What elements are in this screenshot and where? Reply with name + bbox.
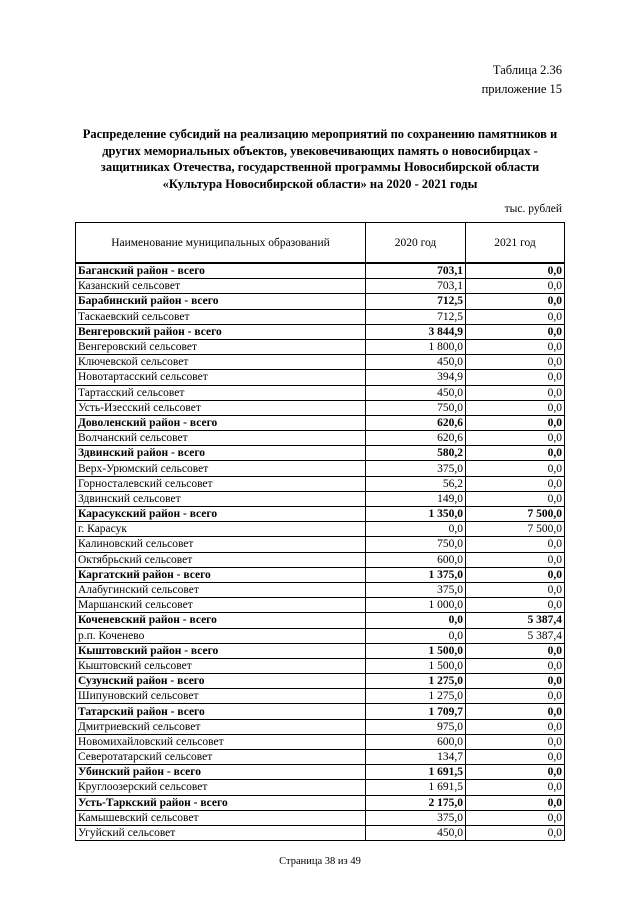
settlement-row	[76, 400, 565, 415]
cell-2020: 1 691,5	[366, 765, 466, 780]
cell-2020: 134,7	[366, 750, 466, 765]
cell-2020: 1 500,0	[366, 658, 466, 673]
cell-2020: 620,6	[366, 415, 466, 430]
settlement-row	[76, 628, 565, 643]
cell-name: Усть-Изесский сельсовет	[76, 400, 366, 415]
cell-2021: 0,0	[466, 339, 565, 354]
cell-2020: 712,5	[366, 294, 466, 309]
district-total-row	[76, 294, 565, 309]
cell-2020: 1 691,5	[366, 780, 466, 795]
cell-name: Угуйский сельсовет	[76, 825, 366, 840]
cell-name: Кыштовский район - всего	[76, 643, 366, 658]
cell-2020: 1 375,0	[366, 567, 466, 582]
settlement-row	[76, 582, 565, 597]
cell-2021: 0,0	[466, 309, 565, 324]
table-number-label: Таблица 2.36	[492, 63, 562, 77]
cell-name: Венгеровский сельсовет	[76, 339, 366, 354]
cell-2021: 0,0	[466, 476, 565, 491]
district-total-row	[76, 613, 565, 628]
subsidy-table	[75, 222, 565, 841]
cell-2020: 1 275,0	[366, 689, 466, 704]
cell-2021: 0,0	[466, 491, 565, 506]
cell-2021: 0,0	[466, 734, 565, 749]
cell-2021: 0,0	[466, 385, 565, 400]
cell-2020: 375,0	[366, 461, 466, 476]
settlement-row	[76, 461, 565, 476]
cell-name: Октябрьский сельсовет	[76, 552, 366, 567]
cell-2021: 0,0	[466, 658, 565, 673]
appendix-label: приложение 15	[481, 82, 562, 96]
cell-2021: 0,0	[466, 765, 565, 780]
district-total-row	[76, 704, 565, 719]
document-title	[70, 126, 570, 192]
cell-name: Барабинский район - всего	[76, 294, 366, 309]
settlement-row	[76, 522, 565, 537]
column-header-name: Наименование муниципальных образований	[76, 223, 366, 264]
title-line: Распределение субсидий на реализацию мероприятий по сохранению памятников и	[82, 127, 558, 141]
district-total-row	[76, 643, 565, 658]
cell-2020: 450,0	[366, 355, 466, 370]
title-line: «Культура Новосибирской области» на 2020 - 2021 годы	[162, 176, 478, 191]
page-number: Страница 38 из 49	[279, 856, 361, 867]
cell-2021: 0,0	[466, 825, 565, 840]
district-total-row	[76, 795, 565, 810]
cell-2020: 750,0	[366, 400, 466, 415]
cell-name: Кыштовский сельсовет	[76, 658, 366, 673]
cell-2020: 375,0	[366, 582, 466, 597]
cell-name: Карасукский район - всего	[76, 507, 366, 522]
cell-name: Казанский сельсовет	[76, 279, 366, 294]
settlement-row	[76, 719, 565, 734]
cell-name: Коченевский район - всего	[76, 613, 366, 628]
cell-2021: 0,0	[466, 355, 565, 370]
cell-name: Усть-Таркский район - всего	[76, 795, 366, 810]
cell-2021: 0,0	[466, 750, 565, 765]
cell-2020: 600,0	[366, 734, 466, 749]
district-total-row	[76, 415, 565, 430]
cell-name: Татарский район - всего	[76, 704, 366, 719]
cell-2021: 7 500,0	[466, 507, 565, 522]
cell-name: Каргатский район - всего	[76, 567, 366, 582]
cell-2020: 450,0	[366, 825, 466, 840]
cell-2020: 394,9	[366, 370, 466, 385]
settlement-row	[76, 537, 565, 552]
cell-2021: 5 387,4	[466, 613, 565, 628]
cell-2020: 56,2	[366, 476, 466, 491]
settlement-row	[76, 309, 565, 324]
cell-2021: 0,0	[466, 324, 565, 339]
unit-label: тыс. рублей	[504, 203, 562, 215]
cell-2020: 712,5	[366, 309, 466, 324]
cell-2020: 0,0	[366, 613, 466, 628]
settlement-row	[76, 431, 565, 446]
district-total-row	[76, 567, 565, 582]
settlement-row	[76, 598, 565, 613]
cell-2021: 0,0	[466, 400, 565, 415]
cell-name: Волчанский сельсовет	[76, 431, 366, 446]
cell-2020: 2 175,0	[366, 795, 466, 810]
cell-2021: 0,0	[466, 810, 565, 825]
district-total-row	[76, 324, 565, 339]
cell-name: Камышевский сельсовет	[76, 810, 366, 825]
cell-name: Ключевской сельсовет	[76, 355, 366, 370]
cell-2021: 5 387,4	[466, 628, 565, 643]
cell-2020: 703,1	[366, 263, 466, 279]
cell-name: Маршанский сельсовет	[76, 598, 366, 613]
cell-2021: 0,0	[466, 643, 565, 658]
cell-2020: 1 709,7	[366, 704, 466, 719]
settlement-row	[76, 825, 565, 840]
settlement-row	[76, 810, 565, 825]
cell-2020: 703,1	[366, 279, 466, 294]
cell-2020: 1 350,0	[366, 507, 466, 522]
cell-name: Венгеровский район - всего	[76, 324, 366, 339]
title-line: защитниках Отечества, государственной программы Новосибирской области	[100, 160, 540, 174]
cell-name: Верх-Урюмский сельсовет	[76, 461, 366, 476]
cell-2021: 0,0	[466, 537, 565, 552]
table-header-row	[76, 223, 565, 264]
settlement-row	[76, 370, 565, 385]
cell-2020: 580,2	[366, 446, 466, 461]
cell-2020: 1 275,0	[366, 674, 466, 689]
cell-name: Сузунский район - всего	[76, 674, 366, 689]
settlement-row	[76, 552, 565, 567]
settlement-row	[76, 476, 565, 491]
cell-2021: 0,0	[466, 279, 565, 294]
district-total-row	[76, 446, 565, 461]
cell-name: Алабугинский сельсовет	[76, 582, 366, 597]
settlement-row	[76, 750, 565, 765]
cell-name: Горносталевский сельсовет	[76, 476, 366, 491]
cell-name: Тартасский сельсовет	[76, 385, 366, 400]
district-total-row	[76, 765, 565, 780]
cell-2020: 620,6	[366, 431, 466, 446]
cell-name: Баганский район - всего	[76, 263, 366, 279]
cell-2020: 375,0	[366, 810, 466, 825]
column-header-2020: 2020 год	[366, 223, 466, 264]
cell-name: Здвинский район - всего	[76, 446, 366, 461]
cell-2020: 750,0	[366, 537, 466, 552]
cell-name: Дмитриевский сельсовет	[76, 719, 366, 734]
cell-2020: 1 000,0	[366, 598, 466, 613]
settlement-row	[76, 385, 565, 400]
title-line: других мемориальных объектов, увековечивающих память о новосибирцах -	[102, 143, 538, 158]
cell-2020: 0,0	[366, 522, 466, 537]
cell-2020: 0,0	[366, 628, 466, 643]
district-total-row	[76, 507, 565, 522]
settlement-row	[76, 658, 565, 673]
cell-2021: 0,0	[466, 294, 565, 309]
cell-name: Шипуновский сельсовет	[76, 689, 366, 704]
cell-2021: 0,0	[466, 431, 565, 446]
table-body	[76, 263, 565, 841]
cell-name: Здвинский сельсовет	[76, 491, 366, 506]
settlement-row	[76, 279, 565, 294]
cell-name: Круглоозерский сельсовет	[76, 780, 366, 795]
district-total-row	[76, 263, 565, 279]
cell-2021: 0,0	[466, 689, 565, 704]
cell-2021: 0,0	[466, 795, 565, 810]
cell-name: Доволенский район - всего	[76, 415, 366, 430]
cell-name: Калиновский сельсовет	[76, 537, 366, 552]
cell-2020: 600,0	[366, 552, 466, 567]
cell-2021: 0,0	[466, 704, 565, 719]
cell-2021: 0,0	[466, 415, 565, 430]
cell-name: Таскаевский сельсовет	[76, 309, 366, 324]
cell-2020: 1 500,0	[366, 643, 466, 658]
settlement-row	[76, 689, 565, 704]
cell-2021: 0,0	[466, 552, 565, 567]
cell-2021: 0,0	[466, 370, 565, 385]
cell-2021: 0,0	[466, 674, 565, 689]
settlement-row	[76, 355, 565, 370]
cell-2020: 1 800,0	[366, 339, 466, 354]
cell-2021: 0,0	[466, 780, 565, 795]
cell-2021: 0,0	[466, 582, 565, 597]
cell-name: Северотатарский сельсовет	[76, 750, 366, 765]
settlement-row	[76, 780, 565, 795]
cell-2021: 7 500,0	[466, 522, 565, 537]
cell-2020: 149,0	[366, 491, 466, 506]
district-total-row	[76, 674, 565, 689]
cell-2021: 0,0	[466, 567, 565, 582]
cell-name: Убинский район - всего	[76, 765, 366, 780]
settlement-row	[76, 491, 565, 506]
cell-name: Новотартасский сельсовет	[76, 370, 366, 385]
cell-name: р.п. Коченево	[76, 628, 366, 643]
cell-2021: 0,0	[466, 446, 565, 461]
settlement-row	[76, 339, 565, 354]
cell-2021: 0,0	[466, 263, 565, 279]
cell-2020: 450,0	[366, 385, 466, 400]
settlement-row	[76, 734, 565, 749]
cell-2021: 0,0	[466, 461, 565, 476]
cell-name: г. Карасук	[76, 522, 366, 537]
cell-2021: 0,0	[466, 719, 565, 734]
cell-2020: 3 844,9	[366, 324, 466, 339]
cell-2021: 0,0	[466, 598, 565, 613]
cell-name: Новомихайловский сельсовет	[76, 734, 366, 749]
column-header-2021: 2021 год	[466, 223, 565, 264]
cell-2020: 975,0	[366, 719, 466, 734]
